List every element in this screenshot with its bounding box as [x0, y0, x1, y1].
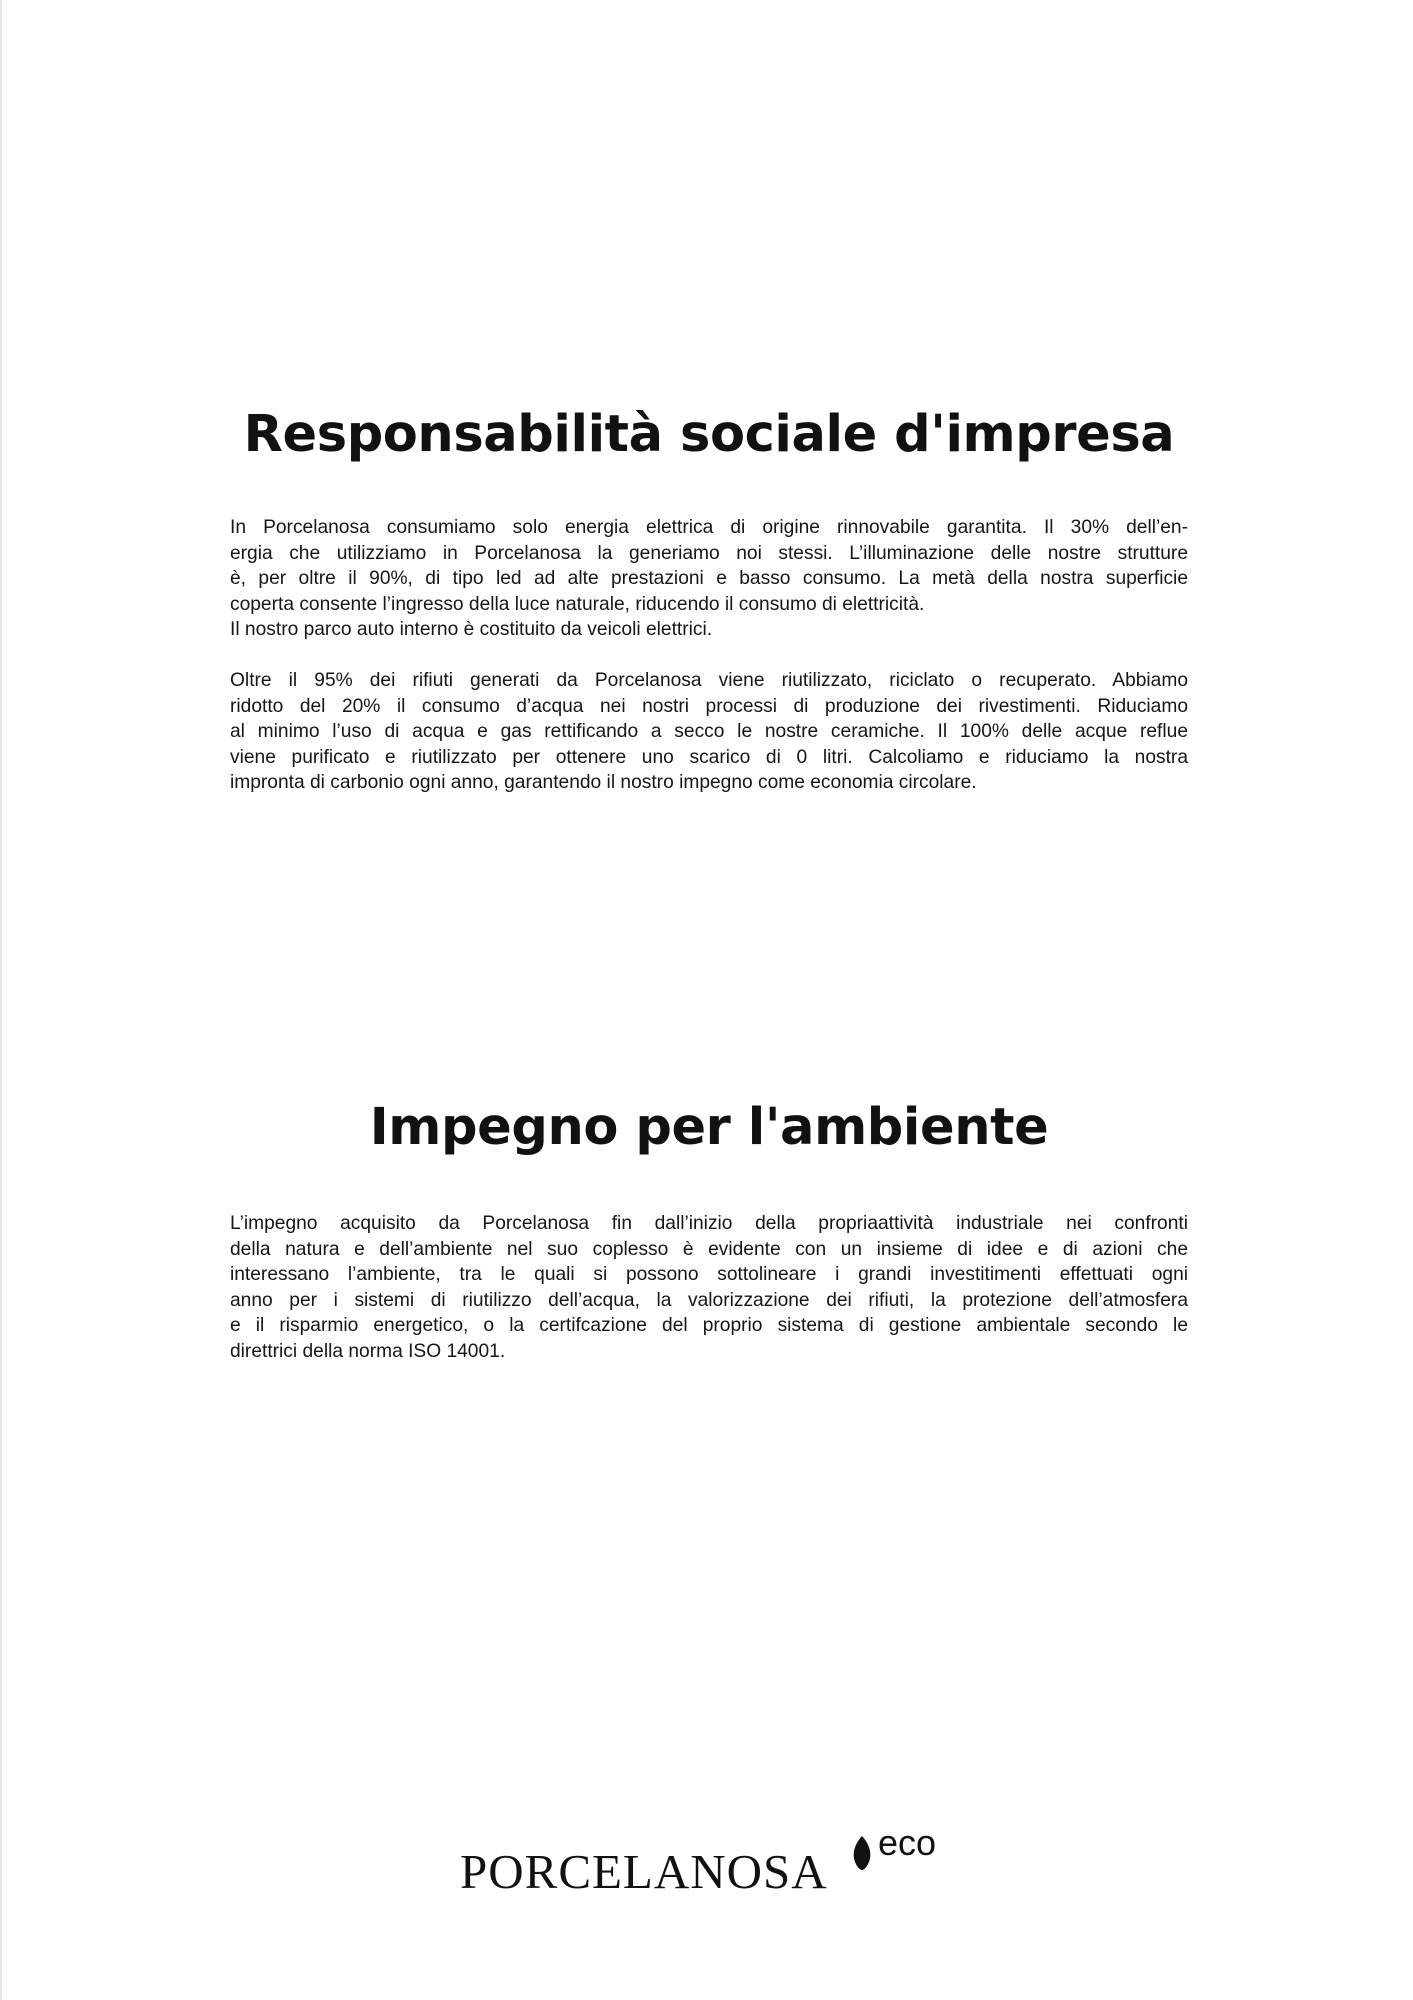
text-line: della natura e dell’ambiente nel suo coplesso è evidente con un insieme di idee e di azioni che [230, 1238, 1188, 1260]
text-line: interessano l’ambiente, tra le quali si possono sottolineare i grandi investitimenti effettuati ogni [230, 1264, 1188, 1286]
logo-eco-text: eco [878, 1822, 937, 1863]
text-line: direttrici della norma ISO 14001. [230, 1340, 506, 1362]
text-line: In Porcelanosa consumiamo solo energia elettrica di origine rinnovabile garantita. Il 30% dell’en- [230, 517, 1188, 538]
body-paragraph [230, 668, 1188, 796]
porcelanosa-eco-logo [460, 1822, 980, 1899]
environment-commitment-section [230, 1085, 1188, 1365]
text-line: Il nostro parco auto interno è costituito da veicoli elettrici. [230, 619, 713, 641]
logo-brand-text: PORCELANOSA [460, 1844, 828, 1899]
text-line: Oltre il 95% dei rifiuti generati da Porcelanosa viene riutilizzato, riciclato o recuperato. Abbiamo [230, 669, 1188, 691]
section-title: Responsabilità sociale d'impresa [243, 405, 1175, 464]
section-title: Impegno per l'ambiente [369, 1098, 1049, 1157]
body-paragraph [230, 515, 1188, 643]
leaf-icon [850, 1835, 874, 1871]
text-line: viene purificato e riutilizzato per ottenere uno scarico di 0 litri. Calcoliamo e riduciamo la nostra [230, 746, 1188, 768]
text-line: ergia che utilizziamo in Porcelanosa la generiamo noi stessi. L’illuminazione delle nostre strutture [230, 542, 1188, 564]
text-line: L’impegno acquisito da Porcelanosa fin dall’inizio della propriaattività industriale nei confronti [230, 1213, 1188, 1234]
text-line: e il risparmio energetico, o la certifcazione del proprio sistema di gestione ambientale secondo le [230, 1315, 1188, 1337]
text-line: è, per oltre il 90%, di tipo led ad alte prestazioni e basso consumo. La metà della nostra superficie [230, 568, 1188, 590]
social-responsibility-section [230, 392, 1188, 796]
text-line: impronta di carbonio ogni anno, garantendo il nostro impegno come economia circolare. [230, 772, 977, 794]
text-line: anno per i sistemi di riutilizzo dell’acqua, la valorizzazione dei rifiuti, la protezione dell’atmosfera [230, 1289, 1188, 1311]
body-paragraph [230, 1211, 1188, 1365]
text-line: coperta consente l’ingresso della luce naturale, riducendo il consumo di elettricità. [230, 593, 925, 615]
text-line: ridotto del 20% il consumo d’acqua nei nostri processi di produzione dei rivestimenti. Riduciamo [230, 695, 1188, 717]
text-line: al minimo l’uso di acqua e gas rettificando a secco le nostre ceramiche. Il 100% delle acque reflue [230, 721, 1188, 743]
page-edge [0, 0, 2, 2000]
